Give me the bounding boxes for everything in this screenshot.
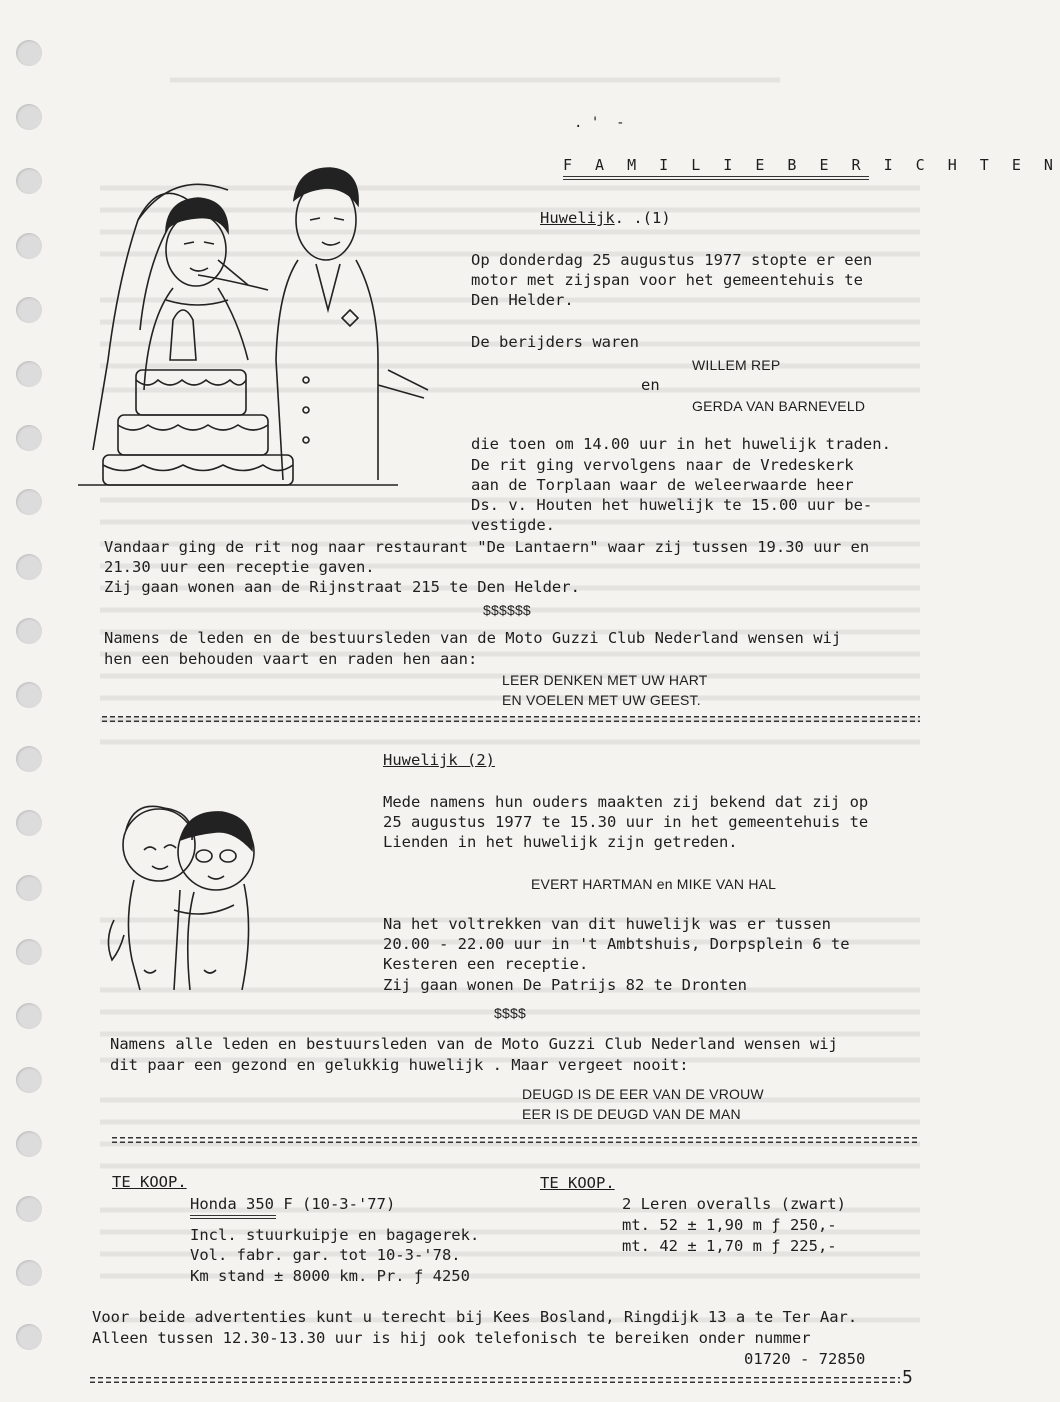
wedding2-couple: EVERT HARTMAN en MIKE VAN HAL (531, 876, 777, 892)
binder-hole (16, 297, 42, 323)
wedding1-line2-3: aan de Torplaan waar de weleerwaarde heer (471, 476, 854, 494)
contact-line-2: Alleen tussen 12.30-13.30 uur is hij ook telefonisch te bereiken onder nummer (92, 1329, 811, 1347)
wedding2-line-1: Mede namens hun ouders maakten zij bekend dat zij op (383, 793, 869, 811)
wedding1-dots: . . (614, 209, 643, 227)
wedding1-line3-1: Vandaar ging de rit nog naar restaurant "De Lantaern" waar zij tussen 19.30 uur en (104, 538, 870, 556)
binder-hole (16, 939, 42, 965)
wedding2-heading-wrap (383, 750, 495, 771)
wedding2-line-3: Lienden in het huwelijk zijn getreden. (383, 833, 738, 851)
ad1-title: Honda 350 F (10-3-'77) (190, 1195, 396, 1213)
wedding1-line2-5: vestigde. (471, 516, 555, 534)
ad1-line-3: Km stand ± 8000 km. Pr. ƒ 4250 (190, 1267, 470, 1285)
section-divider-1 (102, 716, 920, 722)
wedding2-line2-1: Na het voltrekken van dit huwelijk was er tussen (383, 915, 831, 933)
wedding1-line-1: Op donderdag 25 augustus 1977 stopte er een (471, 251, 873, 269)
ad2-label: TE KOOP. (540, 1174, 615, 1192)
binder-hole (16, 1260, 42, 1286)
ad1-line-1: Incl. stuurkuipje en bagagerek. (190, 1226, 480, 1244)
binder-hole (16, 104, 42, 130)
wedding2-line2-4: Zij gaan wonen De Patrijs 82 te Dronten (383, 976, 747, 994)
wedding1-line3-3: Zij gaan wonen aan de Rijnstraat 215 te Den Helder. (104, 578, 580, 596)
binder-hole (16, 1067, 42, 1093)
wedding1-groom: WILLEM REP (692, 357, 781, 373)
binder-hole (16, 875, 42, 901)
binder-hole (16, 361, 42, 387)
wedding-couple-illustration (78, 160, 458, 510)
title-underline (563, 176, 869, 180)
ad2-line-2: mt. 52 ± 1,90 m ƒ 250,- (622, 1216, 837, 1234)
contact-phone: 01720 - 72850 (744, 1350, 866, 1368)
contact-line-1: Voor beide advertenties kunt u terecht bij Kees Bosland, Ringdijk 13 a te Ter Aar. (92, 1308, 858, 1326)
wedding1-line2-1: die toen om 14.00 uur in het huwelijk traden. (471, 435, 891, 453)
hugging-couple-illustration (104, 800, 284, 1000)
wedding1-line-2: motor met zijspan voor het gemeentehuis te (471, 271, 863, 289)
ad2-line-1: 2 Leren overalls (zwart) (622, 1195, 846, 1213)
binder-hole (16, 1196, 42, 1222)
wedding1-number: (1) (642, 209, 671, 227)
wedding1-and: en (641, 376, 660, 394)
wedding1-wish-2: hen een behouden vaart en raden hen aan: (104, 650, 478, 668)
binder-holes (16, 40, 44, 1402)
binder-hole (16, 1131, 42, 1157)
binder-hole (16, 746, 42, 772)
wedding1-heading-wrap (540, 208, 671, 229)
binder-hole (16, 168, 42, 194)
ad2-line-3: mt. 42 ± 1,70 m ƒ 225,- (622, 1237, 837, 1255)
binder-hole (16, 40, 42, 66)
bottom-divider (90, 1377, 900, 1383)
wedding1-motto-2: EN VOELEN MET UW GEEST. (502, 692, 701, 708)
wedding1-line-3: Den Helder. (471, 291, 574, 309)
ink-specks: . ' - (574, 115, 625, 131)
binder-hole (16, 682, 42, 708)
binder-hole (16, 618, 42, 644)
ad1-line-2: Vol. fabr. gar. tot 10-3-'78. (190, 1246, 461, 1264)
wedding2-line-2: 25 augustus 1977 te 15.30 uur in het gemeentehuis te (383, 813, 869, 831)
wedding2-motto-1: DEUGD IS DE EER VAN DE VROUW (522, 1086, 764, 1102)
wedding2-separator: $$$$ (494, 1005, 526, 1021)
wedding1-line2-4: Ds. v. Houten het huwelijk te 15.00 uur be- (471, 496, 873, 514)
section-divider-2 (112, 1137, 920, 1143)
binder-hole (16, 810, 42, 836)
ad1-title-underline (190, 1215, 276, 1219)
wedding2-line2-3: Kesteren een receptie. (383, 955, 589, 973)
wedding2-wish-2: dit paar een gezond en gelukkig huwelijk . Maar vergeet nooit: (110, 1056, 689, 1074)
wedding1-riders-intro: De berijders waren (471, 333, 639, 351)
wedding1-separator: $$$$$$ (483, 602, 531, 618)
page-number: 5 (902, 1367, 913, 1388)
page-title: F A M I L I E B E R I C H T E N (563, 156, 1060, 174)
wedding2-wish-1: Namens alle leden en bestuursleden van de Moto Guzzi Club Nederland wensen wij (110, 1035, 838, 1053)
wedding1-heading: Huwelijk (540, 209, 615, 227)
wedding1-motto-1: LEER DENKEN MET UW HART (502, 672, 708, 688)
binder-hole (16, 1003, 42, 1029)
wedding1-line3-2: 21.30 uur een receptie gaven. (104, 558, 375, 576)
wedding1-wish-1: Namens de leden en de bestuursleden van de Moto Guzzi Club Nederland wensen wij (104, 629, 842, 647)
wedding1-bride: GERDA VAN BARNEVELD (692, 398, 866, 414)
wedding1-line2-2: De rit ging vervolgens naar de Vredeskerk (471, 456, 854, 474)
binder-hole (16, 489, 42, 515)
wedding2-number: (2) (467, 751, 495, 769)
binder-hole (16, 1324, 42, 1350)
binder-hole (16, 425, 42, 451)
wedding2-heading: Huwelijk (383, 751, 458, 769)
binder-hole (16, 554, 42, 580)
binder-hole (16, 233, 42, 259)
ad1-label: TE KOOP. (112, 1173, 187, 1191)
wedding2-motto-2: EER IS DE DEUGD VAN DE MAN (522, 1106, 741, 1122)
wedding2-line2-2: 20.00 - 22.00 uur in 't Ambtshuis, Dorpsplein 6 te (383, 935, 850, 953)
